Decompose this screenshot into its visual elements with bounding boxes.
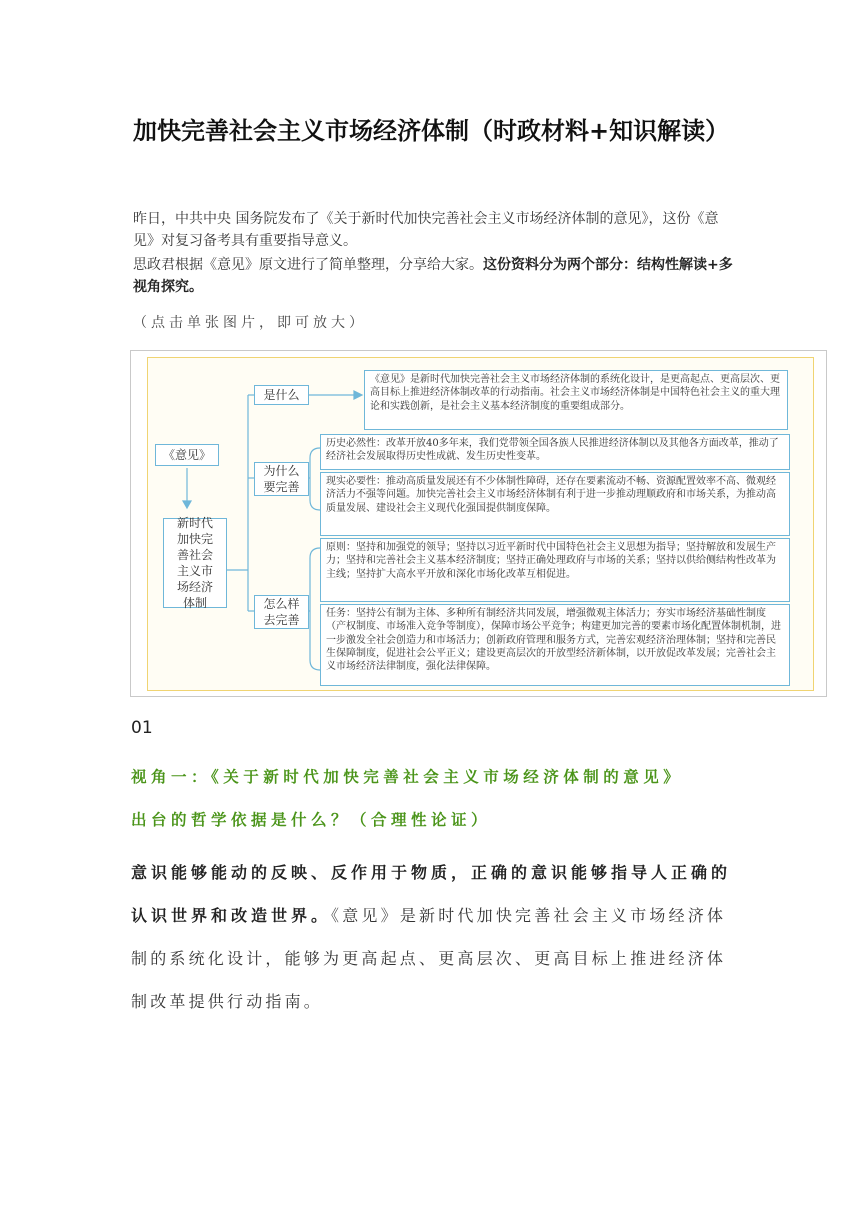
article-title: 加快完善社会主义市场经济体制（时政材料+知识解读） xyxy=(133,117,730,145)
intro-line-1: 昨日，中共中央 国务院发布了《关于新时代加快完善社会主义市场经济体制的意见》，这份《意见》对复习备考具有重要指导意义。 xyxy=(133,211,719,249)
section-number: 01 xyxy=(131,718,153,738)
diagram-what-text: 《意见》是新时代加快完善社会主义市场经济体制的系统化设计，是更高起点、更高层次、更高目标上推进经济体制改革的行动指南。社会主义市场经济体制是中国特色社会主义的重大理论和实践创新，是社会主义基本经济制度的重要组成部分。 xyxy=(364,370,788,430)
diagram-what-node: 是什么 xyxy=(254,385,309,405)
body-plain-text: 《意见》是新时代加快完善社会主义市场经济体制的系统化设计，能够为更高起点、更高层次、更高目标上推进经济体制改革提供行动指南。 xyxy=(131,906,727,1011)
body-bold-text: 意识能够能动的反映、反作用于物质，正确的意识能够指导人正确的认识世界和改造世界。 xyxy=(131,863,732,925)
click-hint: （点击单张图片，即可放大） xyxy=(133,315,367,331)
diagram-frame xyxy=(147,357,814,691)
structure-diagram-image[interactable] xyxy=(130,350,827,697)
intro-paragraph xyxy=(133,208,733,252)
intro-line-2: 思政君根据《意见》原文进行了简单整理，分享给大家。 xyxy=(133,257,483,273)
intro-highlight: 这份资料分为两个部分：结构性解读+多视角探究。 xyxy=(133,257,733,295)
intro-paragraph-2 xyxy=(133,254,733,298)
diagram-how-task-text: 任务：坚持公有制为主体、多种所有制经济共同发展，增强微观主体活力；夯实市场经济基础性制度（产权制度、市场准入竞争等制度），保障市场公平竞争；构建更加完善的要素市场化配置体制机制，进一步激发全社会创造力和市场活力；创新政府管理和服务方式，完善宏观经济治理体制；坚持和完善民生保障制度，促进社会公平正义；建设更高层次的开放型经济新体制，以开放促改革发展；完善社会主义市场经济法律制度，强化法律保障。 xyxy=(320,604,790,686)
diagram-why-history-text: 历史必然性：改革开放40多年来，我们党带领全国各族人民推进经济体制以及其他各方面改革，推动了经济社会发展取得历史性成就、发生历史性变革。 xyxy=(320,434,790,470)
diagram-how-node: 怎么样去完善 xyxy=(254,595,309,629)
diagram-subject-node: 新时代加快完善社会主义市场经济体制 xyxy=(163,518,227,608)
perspective-heading-line-2: 出台的哲学依据是什么？（合理性论证） xyxy=(131,811,492,829)
body-paragraph xyxy=(131,851,731,1023)
diagram-why-reality-text: 现实必要性：推动高质量发展还有不少体制性障碍，还存在要素流动不畅、资源配置效率不高、微观经济活力不强等问题。加快完善社会主义市场经济体制有利于进一步推动理顺政府和市场关系，为推动高质量发展、建设社会主义现代化强国提供制度保障。 xyxy=(320,472,790,536)
diagram-root-node: 《意见》 xyxy=(155,444,219,466)
diagram-why-node: 为什么要完善 xyxy=(254,462,309,496)
perspective-heading-line-1: 视角一：《关于新时代加快完善社会主义市场经济体制的意见》 xyxy=(131,768,684,786)
diagram-how-principle-text: 原则：坚持和加强党的领导；坚持以习近平新时代中国特色社会主义思想为指导；坚持解放和发展生产力；坚持和完善社会主义基本经济制度；坚持正确处理政府与市场的关系；坚持以供给侧结构性改革为主线；坚持扩大高水平开放和深化市场化改革互相促进。 xyxy=(320,538,790,602)
